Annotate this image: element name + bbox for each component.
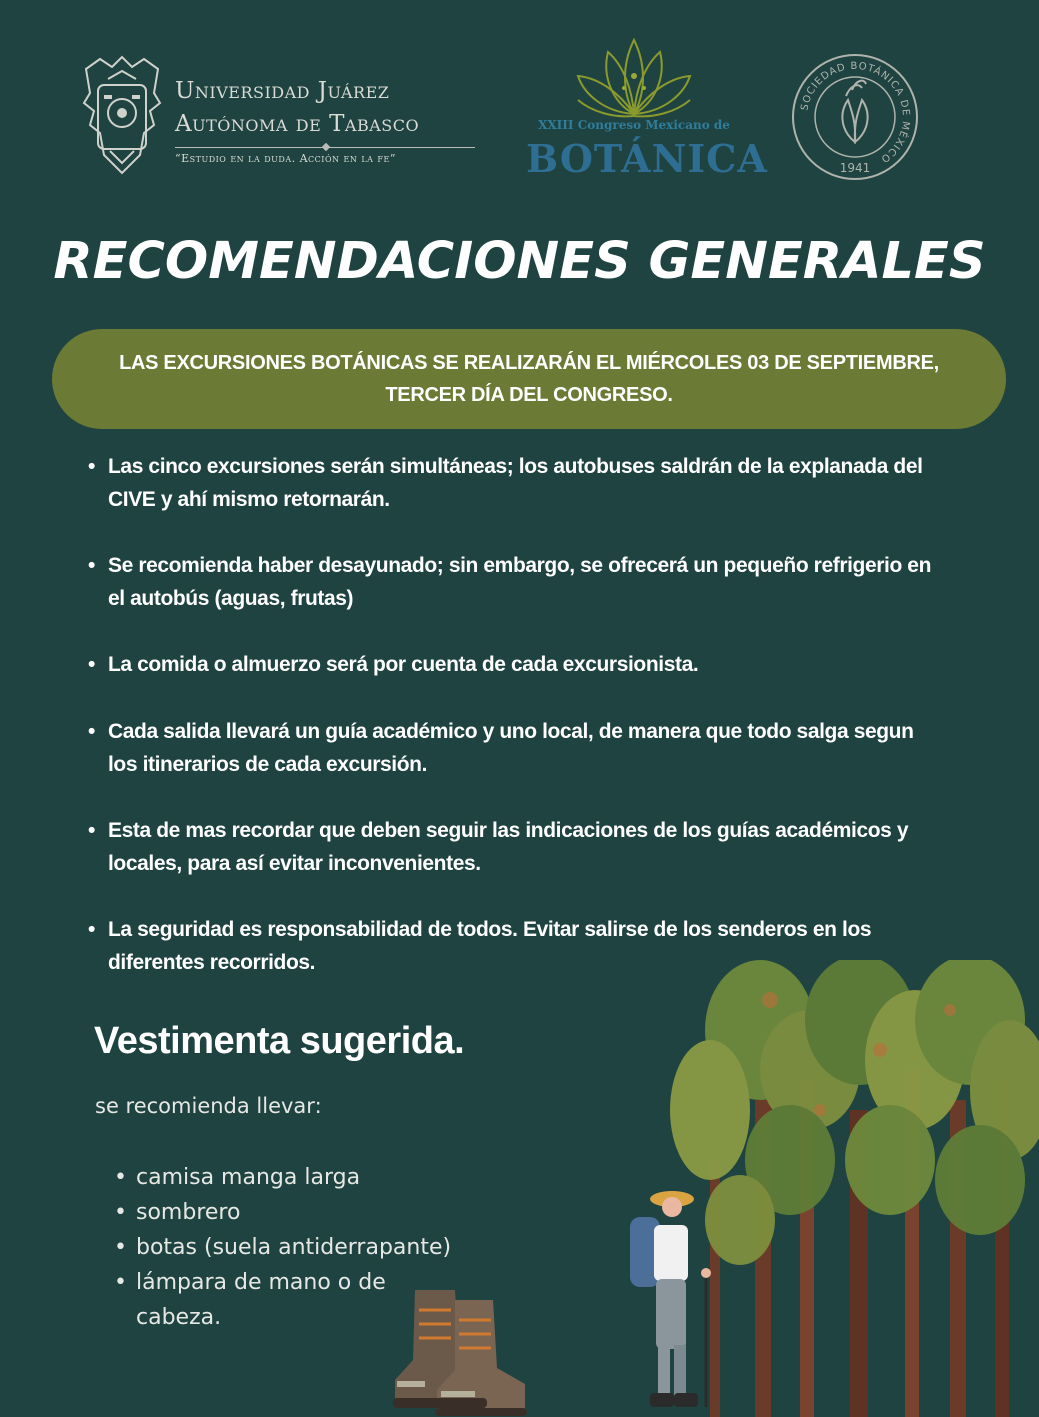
list-item xyxy=(114,1160,494,1195)
list-item-line: • Se recomienda haber desayunado; sin embargo, se ofrecerá un pequeño refrigerio en xyxy=(108,554,932,577)
page-title: RECOMENDACIONES GENERALES xyxy=(53,232,986,291)
university-name xyxy=(175,75,505,165)
list-item-line: • camisa manga larga xyxy=(136,1165,361,1190)
list-item xyxy=(114,1265,494,1335)
list-item xyxy=(114,1230,494,1265)
clothing-title: Vestimenta sugerida. xyxy=(94,1020,465,1062)
university-crest-icon xyxy=(80,55,164,177)
list-item xyxy=(88,450,988,516)
hiker-illustration xyxy=(610,1185,720,1417)
society-ring-text: SOCIEDAD BOTÁNICA DE MÉXICO xyxy=(799,60,912,165)
list-item xyxy=(88,715,988,781)
congress-subtitle: XXIII Congreso Mexicano de xyxy=(538,118,730,132)
list-item xyxy=(88,549,988,615)
list-item xyxy=(88,648,988,681)
clothing-subtitle: se recomienda llevar: xyxy=(95,1094,322,1118)
congress-title: BOTÁNICA xyxy=(526,136,768,181)
society-year: 1941 xyxy=(839,161,871,175)
list-item xyxy=(88,814,988,880)
congress-logo xyxy=(526,36,768,184)
list-item-line: CIVE y ahí mismo retornarán. xyxy=(108,488,390,511)
list-item-line: cabeza. xyxy=(136,1305,222,1330)
society-seal-graphic xyxy=(790,52,920,182)
list-item-line: • La seguridad es responsabilidad de todos. Evitar salirse de los senderos en los xyxy=(108,918,872,941)
university-name-line2: Autónoma de Tabasco xyxy=(175,111,420,137)
orchid-icon xyxy=(842,81,867,142)
list-item-line: locales, para así evitar inconvenientes. xyxy=(108,852,481,875)
list-item-line: el autobús (aguas, frutas) xyxy=(108,587,354,610)
list-item-line: • lámpara de mano o de xyxy=(136,1270,386,1295)
excursion-date-banner xyxy=(52,329,1006,429)
lotus-flower-icon xyxy=(564,36,704,120)
list-item xyxy=(114,1195,494,1230)
clothing-list xyxy=(114,1160,494,1335)
list-item-line: • Esta de mas recordar que deben seguir las indicaciones de los guías académicos y xyxy=(108,819,909,842)
list-item-line: diferentes recorridos. xyxy=(108,951,316,974)
list-item-line: • Las cinco excursiones serán simultáneas; los autobuses saldrán de la explanada del xyxy=(108,455,923,478)
university-divider xyxy=(175,147,475,148)
list-item-line: los itinerarios de cada excursión. xyxy=(108,753,428,776)
university-motto: “Estudio en la duda. Acción en la fe” xyxy=(175,152,396,165)
list-item-line: • sombrero xyxy=(136,1200,241,1225)
list-item-line: • La comida o almuerzo será por cuenta de cada excursionista. xyxy=(108,653,699,676)
list-item-line: • botas (suela antiderrapante) xyxy=(136,1235,452,1260)
society-seal xyxy=(790,52,920,182)
banner-line2: TERCER DÍA DEL CONGRESO. xyxy=(385,384,673,406)
list-item-line: • Cada salida llevará un guía académico y uno local, de manera que todo salga segun xyxy=(108,720,914,743)
university-name-line1: Universidad Juárez xyxy=(175,78,390,104)
banner-line1: LAS EXCURSIONES BOTÁNICAS SE REALIZARÁN EL MIÉRCOLES 03 DE SEPTIEMBRE, xyxy=(119,352,939,374)
university-logo xyxy=(80,55,500,180)
